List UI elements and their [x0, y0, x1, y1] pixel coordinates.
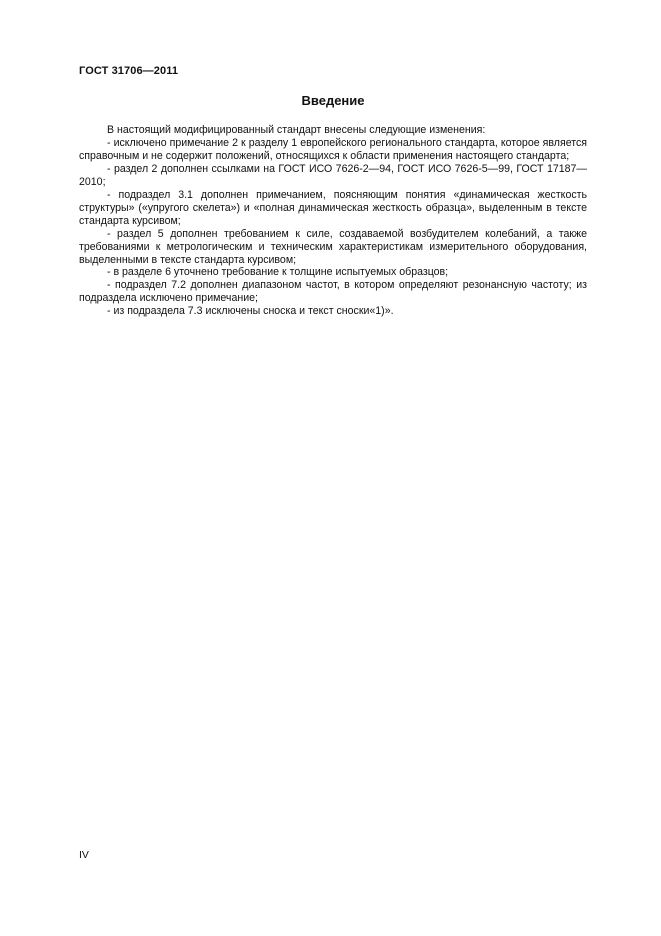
page-number: IV: [79, 849, 89, 861]
paragraph-item-7: - из подраздела 7.3 исключены сноска и текст сноски«1)».: [107, 305, 394, 318]
paragraph-item-6: - подраздел 7.2 дополнен диапазоном частот, в котором определяют резонансную частоту; из подраздела исключено примечание;: [79, 279, 587, 305]
section-title: Введение: [301, 93, 365, 108]
paragraph-item-4: - раздел 5 дополнен требованием к силе, создаваемой возбудителем колебаний, а также требованиями к метрологическим и техническим характеристикам измерительного оборудования, выделенными в тексте стандарта курсивом;: [79, 227, 587, 266]
document-header: ГОСТ 31706—2011: [79, 65, 179, 77]
paragraph-item-5: - в разделе 6 уточнено требование к толщине испытуемых образцов;: [107, 266, 449, 279]
paragraph-intro: В настоящий модифицированный стандарт внесены следующие изменения:: [107, 124, 486, 136]
body-text: [79, 124, 587, 318]
paragraph-item-1: - исключено примечание 2 к разделу 1 европейского регионального стандарта, которое является справочным и не содержит положений, относящихся к области применения настоящего стандарта;: [79, 136, 587, 162]
paragraph-item-3: - подраздел 3.1 дополнен примечанием, поясняющим понятия «динамическая жесткость структуры» («упругого скелета») и «полная динамическая жесткость образца», выделенным в тексте стандарта курсивом;: [79, 188, 587, 227]
paragraph-item-2: - раздел 2 дополнен ссылками на ГОСТ ИСО 7626-2—94, ГОСТ ИСО 7626-5—99, ГОСТ 17187—2010;: [79, 162, 587, 188]
